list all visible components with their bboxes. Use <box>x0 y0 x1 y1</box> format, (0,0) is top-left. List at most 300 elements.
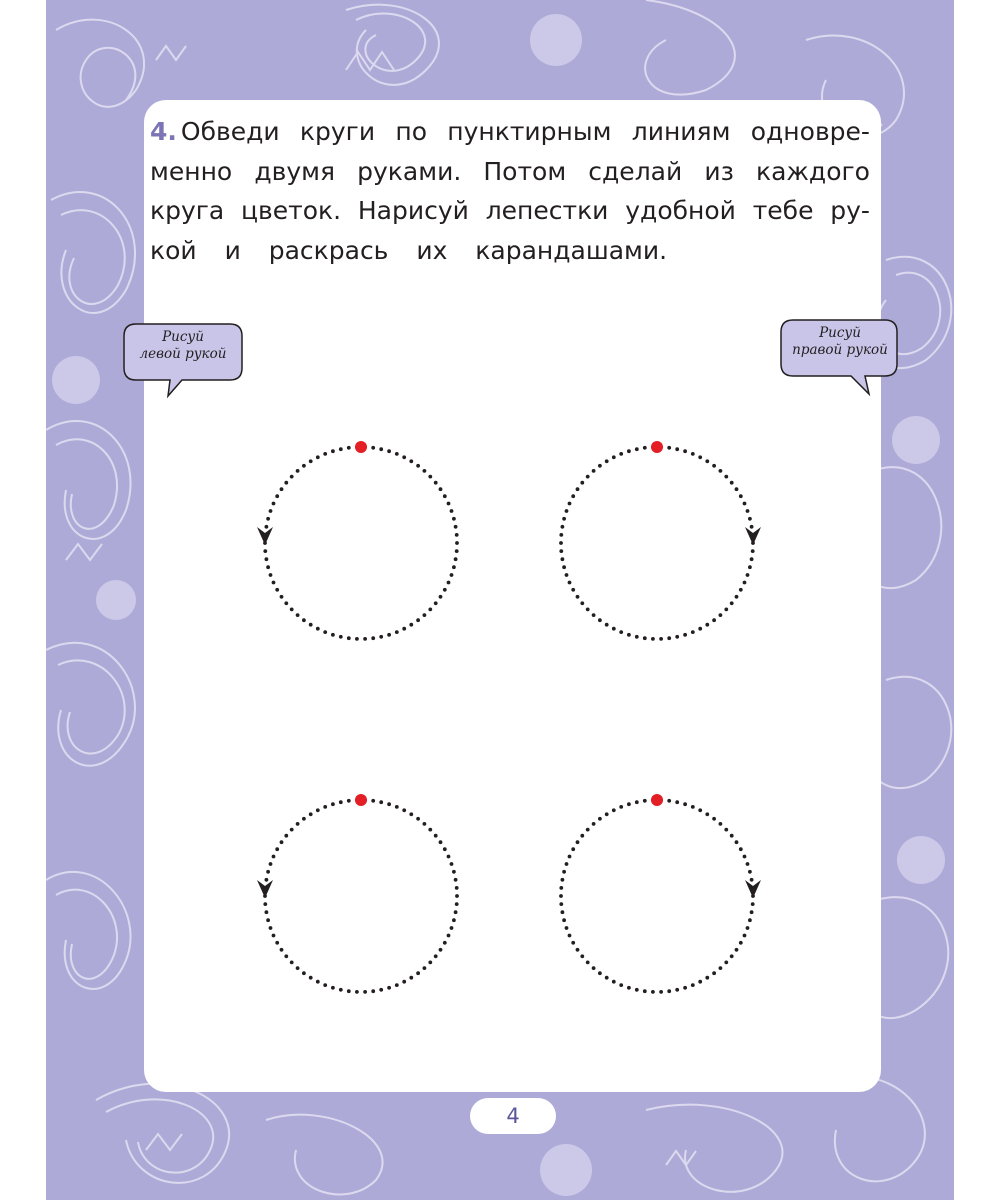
trace-dot <box>452 870 456 874</box>
trace-dot <box>269 862 273 866</box>
trace-dot <box>743 934 747 938</box>
trace-dot <box>395 983 399 987</box>
trace-dot <box>339 988 343 992</box>
trace-dot <box>730 481 734 485</box>
task-word: Нарисуй <box>357 196 469 225</box>
trace-dot <box>586 475 590 479</box>
trace-dot <box>309 812 313 816</box>
trace-dot <box>748 565 752 569</box>
trace-dot <box>712 464 716 468</box>
trace-dot <box>576 595 580 599</box>
trace-dot <box>409 459 413 463</box>
trace-dot <box>750 557 754 561</box>
trace-dot <box>347 636 351 640</box>
trace-dot <box>371 636 375 640</box>
task-word: ру- <box>830 196 870 225</box>
trace-dot <box>561 878 565 882</box>
trace-dot <box>387 802 391 806</box>
trace-dot <box>402 808 406 812</box>
trace-dot <box>280 595 284 599</box>
trace-dot <box>659 990 663 994</box>
task-word: пунктирным <box>447 117 612 146</box>
bubble-line-1: Рисуй <box>162 329 204 345</box>
trace-dot <box>561 557 565 561</box>
trace-dot <box>331 802 335 806</box>
trace-dot <box>562 870 566 874</box>
trace-dot <box>561 525 565 529</box>
trace-dot <box>428 475 432 479</box>
trace-dot <box>439 840 443 844</box>
trace-dot <box>683 802 687 806</box>
trace-dot <box>571 494 575 498</box>
trace-dot <box>724 961 728 965</box>
trace-dot <box>698 627 702 631</box>
trace-dot <box>586 961 590 965</box>
trace-dot <box>743 502 747 506</box>
trace-dot <box>612 627 616 631</box>
trace-dot <box>619 630 623 634</box>
trace-dot <box>559 902 563 906</box>
trace-dot <box>750 525 754 529</box>
trace-dot <box>284 601 288 605</box>
trace-dot <box>263 902 267 906</box>
trace-dot <box>719 966 723 970</box>
trace-dot <box>735 595 739 599</box>
trace-dot <box>455 549 459 553</box>
trace-dot <box>266 517 270 521</box>
trace-dot <box>355 990 359 994</box>
trace-dot <box>443 588 447 592</box>
trace-dot <box>571 588 575 592</box>
trace-dot <box>580 954 584 958</box>
trace-dot <box>751 549 755 553</box>
trace-dot <box>309 623 313 627</box>
trace-dot <box>339 447 343 451</box>
trace-dot <box>428 608 432 612</box>
trace-dot <box>627 986 631 990</box>
direction-arrow-icon <box>745 880 761 898</box>
trace-dot <box>605 623 609 627</box>
tracing-circle-top-left[interactable] <box>257 441 459 641</box>
trace-dot <box>296 469 300 473</box>
trace-dot <box>290 961 294 965</box>
trace-dot <box>447 581 451 585</box>
trace-dot <box>580 481 584 485</box>
trace-dot <box>619 983 623 987</box>
trace-dot <box>395 805 399 809</box>
start-point-dot <box>355 441 367 453</box>
trace-dot <box>450 509 454 513</box>
trace-dot <box>371 989 375 993</box>
trace-dot <box>735 487 739 491</box>
bubble-line-2: левой рукой <box>139 346 227 362</box>
trace-dot <box>735 948 739 952</box>
trace-dot <box>730 954 734 958</box>
trace-dot <box>455 894 459 898</box>
trace-dot <box>724 828 728 832</box>
trace-dot <box>565 862 569 866</box>
trace-dot <box>667 989 671 993</box>
trace-dot <box>746 926 750 930</box>
trace-dot <box>296 822 300 826</box>
task-word: и <box>224 235 241 265</box>
trace-dot <box>562 918 566 922</box>
trace-dot <box>746 862 750 866</box>
trace-dot <box>598 464 602 468</box>
trace-dot <box>635 988 639 992</box>
trace-dot <box>592 613 596 617</box>
trace-dot <box>748 870 752 874</box>
trace-dot <box>605 459 609 463</box>
trace-dot <box>371 446 375 450</box>
trace-dot <box>395 630 399 634</box>
trace-dot <box>619 805 623 809</box>
trace-dot <box>275 494 279 498</box>
trace-dot <box>439 487 443 491</box>
trace-dot <box>612 808 616 812</box>
direction-arrow-icon <box>745 527 761 545</box>
trace-dot <box>691 805 695 809</box>
trace-dot <box>643 636 647 640</box>
task-word: карандашами. <box>475 235 668 265</box>
trace-dot <box>568 934 572 938</box>
trace-dot <box>409 976 413 980</box>
trace-dot <box>743 581 747 585</box>
trace-dot <box>416 971 420 975</box>
task-number: 4. <box>150 117 177 146</box>
trace-dot <box>675 988 679 992</box>
trace-dot <box>339 635 343 639</box>
trace-dot <box>269 573 273 577</box>
trace-dot <box>302 817 306 821</box>
trace-dot <box>565 926 569 930</box>
trace-dot <box>423 613 427 617</box>
trace-dot <box>598 817 602 821</box>
trace-dot <box>746 573 750 577</box>
trace-dot <box>455 541 459 545</box>
trace-dot <box>452 517 456 521</box>
trace-dot <box>750 910 754 914</box>
trace-dot <box>724 608 728 612</box>
trace-dot <box>371 799 375 803</box>
trace-dot <box>266 918 270 922</box>
trace-dot <box>416 618 420 622</box>
trace-dot <box>592 469 596 473</box>
trace-dot <box>454 525 458 529</box>
trace-dot <box>643 799 647 803</box>
trace-dot <box>379 635 383 639</box>
trace-dot <box>576 487 580 491</box>
task-word: цветок. <box>241 196 342 225</box>
trace-dot <box>290 475 294 479</box>
trace-dot <box>683 986 687 990</box>
trace-dot <box>659 637 663 641</box>
trace-dot <box>598 971 602 975</box>
trace-dot <box>739 941 743 945</box>
trace-dot <box>683 633 687 637</box>
trace-dot <box>450 862 454 866</box>
trace-dot <box>627 633 631 637</box>
trace-dot <box>712 618 716 622</box>
task-word: по <box>395 117 427 146</box>
trace-dot <box>565 509 569 513</box>
trace-dot <box>331 449 335 453</box>
trace-dot <box>627 449 631 453</box>
tracing-circle-bottom-left[interactable] <box>257 794 459 994</box>
trace-dot <box>712 971 716 975</box>
trace-dot <box>443 847 447 851</box>
trace-dot <box>635 800 639 804</box>
trace-dot <box>443 494 447 498</box>
trace-dot <box>576 948 580 952</box>
trace-dot <box>434 601 438 605</box>
trace-dot <box>428 961 432 965</box>
trace-dot <box>302 464 306 468</box>
task-word: одновре- <box>750 117 870 146</box>
trace-dot <box>265 525 269 529</box>
bubble-line-2: правой рукой <box>792 342 888 358</box>
trace-dot <box>316 455 320 459</box>
trace-dot <box>667 636 671 640</box>
trace-dot <box>416 817 420 821</box>
start-point-dot <box>651 441 663 453</box>
trace-dot <box>455 902 459 906</box>
task-word: руками. <box>357 156 462 186</box>
trace-dot <box>565 573 569 577</box>
trace-dot <box>746 509 750 513</box>
trace-dot <box>309 976 313 980</box>
trace-dot <box>347 799 351 803</box>
trace-dot <box>719 613 723 617</box>
task-word: менно <box>150 156 233 186</box>
trace-dot <box>275 847 279 851</box>
trace-dot <box>450 573 454 577</box>
trace-dot <box>455 533 459 537</box>
trace-dot <box>284 834 288 838</box>
trace-dot <box>323 805 327 809</box>
trace-dot <box>309 459 313 463</box>
page-number-badge <box>470 1098 556 1134</box>
trace-dot <box>284 481 288 485</box>
trace-dot <box>290 828 294 832</box>
trace-dot <box>559 533 563 537</box>
task-word: круги <box>299 117 376 146</box>
trace-dot <box>450 926 454 930</box>
trace-dot <box>269 509 273 513</box>
trace-dot <box>263 549 267 553</box>
task-word: тебе <box>752 196 814 225</box>
trace-dot <box>316 980 320 984</box>
task-word: удобной <box>625 196 736 225</box>
trace-dot <box>748 517 752 521</box>
trace-dot <box>698 455 702 459</box>
trace-dot <box>302 971 306 975</box>
trace-dot <box>605 812 609 816</box>
start-point-dot <box>355 794 367 806</box>
bubble-line-1: Рисуй <box>819 325 861 341</box>
task-word: кой <box>150 235 197 265</box>
trace-dot <box>452 565 456 569</box>
trace-dot <box>705 976 709 980</box>
trace-dot <box>739 588 743 592</box>
trace-dot <box>705 623 709 627</box>
trace-dot <box>323 452 327 456</box>
task-word: их <box>416 235 448 265</box>
trace-dot <box>434 481 438 485</box>
trace-dot <box>635 447 639 451</box>
trace-dot <box>562 517 566 521</box>
trace-dot <box>402 980 406 984</box>
trace-dot <box>568 581 572 585</box>
tracing-circle-top-right[interactable] <box>559 441 761 641</box>
trace-dot <box>331 633 335 637</box>
trace-dot <box>265 878 269 882</box>
trace-dot <box>627 802 631 806</box>
task-word: двумя <box>254 156 336 186</box>
trace-dot <box>323 983 327 987</box>
trace-dot <box>302 618 306 622</box>
trace-dot <box>395 452 399 456</box>
trace-dot <box>434 834 438 838</box>
trace-dot <box>562 565 566 569</box>
trace-dot <box>586 828 590 832</box>
trace-dot <box>730 834 734 838</box>
trace-dot <box>347 446 351 450</box>
trace-dot <box>269 926 273 930</box>
trace-dot <box>409 623 413 627</box>
trace-dot <box>719 822 723 826</box>
task-word: из <box>704 156 734 186</box>
trace-dot <box>675 635 679 639</box>
trace-dot <box>643 989 647 993</box>
trace-dot <box>275 588 279 592</box>
trace-dot <box>719 469 723 473</box>
trace-dot <box>439 948 443 952</box>
trace-dot <box>559 541 563 545</box>
trace-dot <box>296 613 300 617</box>
page-number: 4 <box>506 1104 520 1128</box>
trace-dot <box>402 455 406 459</box>
trace-dot <box>592 822 596 826</box>
trace-dot <box>265 557 269 561</box>
trace-dot <box>751 902 755 906</box>
trace-dot <box>683 449 687 453</box>
trace-dot <box>739 847 743 851</box>
trace-dot <box>416 464 420 468</box>
trace-dot <box>296 966 300 970</box>
trace-dot <box>387 449 391 453</box>
trace-dot <box>612 455 616 459</box>
tracing-circle-bottom-right[interactable] <box>559 794 761 994</box>
trace-dot <box>265 910 269 914</box>
trace-dot <box>272 855 276 859</box>
trace-dot <box>454 878 458 882</box>
trace-dot <box>571 847 575 851</box>
trace-dot <box>363 990 367 994</box>
direction-arrow-icon <box>257 527 273 545</box>
trace-dot <box>705 812 709 816</box>
trace-dot <box>651 637 655 641</box>
trace-dot <box>266 565 270 569</box>
trace-dot <box>675 447 679 451</box>
trace-dot <box>568 855 572 859</box>
task-word: сделай <box>588 156 683 186</box>
trace-dot <box>387 633 391 637</box>
trace-dot <box>561 910 565 914</box>
direction-arrow-icon <box>257 880 273 898</box>
trace-dot <box>447 934 451 938</box>
task-word: лепестки <box>485 196 609 225</box>
trace-dot <box>272 934 276 938</box>
trace-dot <box>651 990 655 994</box>
trace-dot <box>275 941 279 945</box>
trace-dot <box>586 608 590 612</box>
trace-dot <box>423 966 427 970</box>
trace-dot <box>280 948 284 952</box>
trace-dot <box>675 800 679 804</box>
trace-dot <box>455 886 459 890</box>
task-word: Потом <box>483 156 567 186</box>
trace-dot <box>724 475 728 479</box>
trace-dot <box>743 855 747 859</box>
trace-dot <box>580 601 584 605</box>
trace-dot <box>323 630 327 634</box>
trace-dot <box>691 630 695 634</box>
trace-dot <box>272 502 276 506</box>
trace-dot <box>402 627 406 631</box>
trace-dot <box>452 918 456 922</box>
trace-dot <box>691 983 695 987</box>
task-word: Обведи <box>180 117 280 146</box>
trace-dot <box>598 618 602 622</box>
trace-dot <box>619 452 623 456</box>
trace-dot <box>331 986 335 990</box>
trace-dot <box>280 840 284 844</box>
task-word: каждого <box>755 156 870 186</box>
trace-dot <box>643 446 647 450</box>
trace-dot <box>592 966 596 970</box>
trace-dot <box>750 878 754 882</box>
trace-dot <box>576 840 580 844</box>
task-word: круга <box>150 196 225 225</box>
trace-dot <box>434 954 438 958</box>
trace-dot <box>454 910 458 914</box>
trace-dot <box>748 918 752 922</box>
trace-dot <box>447 855 451 859</box>
trace-dot <box>443 941 447 945</box>
trace-dot <box>571 941 575 945</box>
trace-dot <box>290 608 294 612</box>
trace-dot <box>284 954 288 958</box>
trace-dot <box>379 447 383 451</box>
task-word: линиям <box>631 117 731 146</box>
trace-dot <box>387 986 391 990</box>
trace-dot <box>559 549 563 553</box>
trace-dot <box>439 595 443 599</box>
trace-dot <box>730 601 734 605</box>
trace-dot <box>266 870 270 874</box>
trace-dot <box>379 988 383 992</box>
trace-dot <box>272 581 276 585</box>
trace-dot <box>363 637 367 641</box>
trace-dot <box>667 799 671 803</box>
trace-dot <box>559 886 563 890</box>
trace-dot <box>705 459 709 463</box>
start-point-dot <box>651 794 663 806</box>
trace-dot <box>580 834 584 838</box>
trace-dot <box>735 840 739 844</box>
trace-dot <box>355 637 359 641</box>
